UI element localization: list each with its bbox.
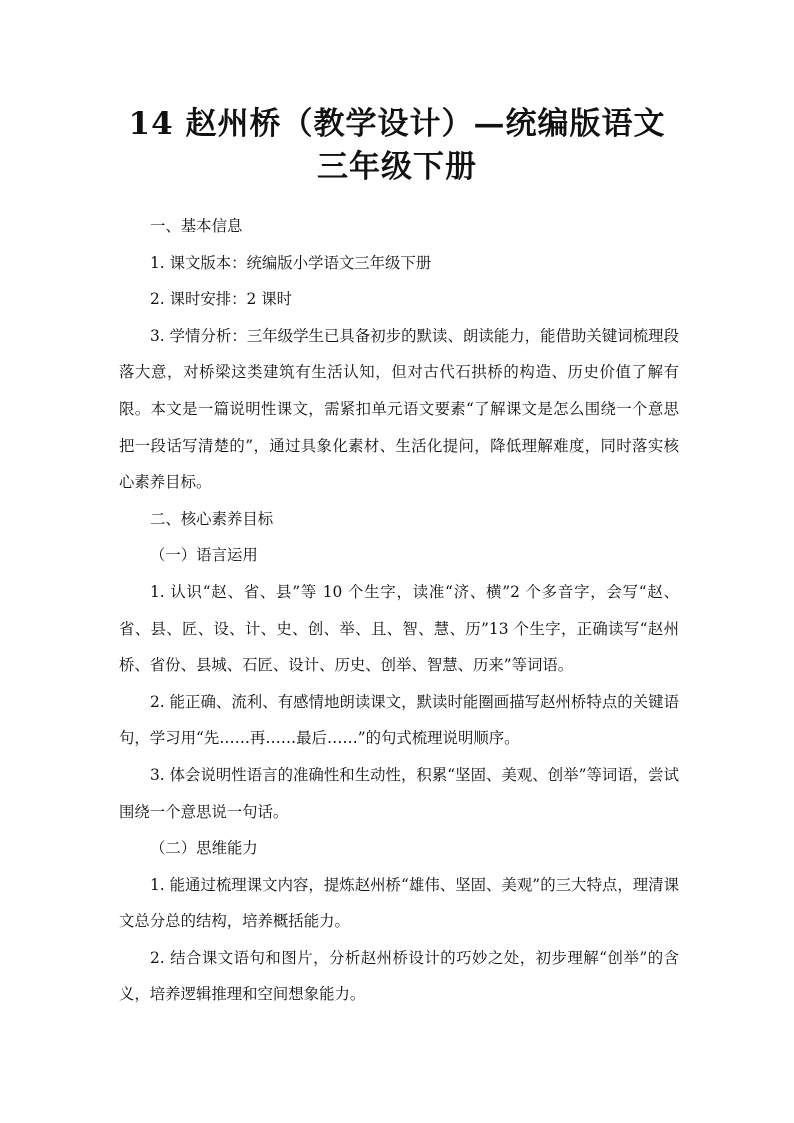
paragraph-language-goal-1: 1. 认识“赵、省、县”等 10 个生字，读准“济、横”2 个多音字，会写“赵、省、县、匠、设、计、史、创、举、且、智、慧、历”13 个生字，正确读写“赵州桥、省份、县城、石匠、设计、历史、创举、智慧、历来”等词语。	[119, 582, 679, 675]
paragraph-language-goal-3: 3. 体会说明性语言的准确性和生动性，积累“坚固、美观、创举”等词语，尝试围绕一个意思说一句话。	[119, 765, 679, 821]
paragraph-thinking-goal-2: 2. 结合课文语句和图片，分析赵州桥设计的巧妙之处，初步理解“创举”的含义，培养逻辑推理和空间想象能力。	[119, 948, 679, 1004]
paragraph-language-goal-2: 2. 能正确、流利、有感情地朗读课文，默读时能圈画描写赵州桥特点的关键语句，学习用“先……再……最后……”的句式梳理说明顺序。	[119, 692, 679, 748]
document-title-line-1: 14 赵州桥（教学设计）—统编版语文	[128, 106, 666, 142]
document-body	[119, 208, 679, 1013]
paragraph-textbook-version: 1. 课文版本：统编版小学语文三年级下册	[150, 253, 432, 272]
subheading-language-use: （一）语言运用	[150, 546, 258, 565]
paragraph-learner-analysis: 3. 学情分析：三年级学生已具备初步的默读、朗读能力，能借助关键词梳理段落大意，对桥梁这类建筑有生活认知，但对古代石拱桥的构造、历史价值了解有限。本文是一篇说明性课文，需紧扣单元语文要素“了解课文是怎么围绕一个意思把一段话写清楚的”，通过具象化素材、生活化提问，降低理解难度，同时落实核心素养目标。	[119, 326, 679, 492]
paragraph-class-hours: 2. 课时安排：2 课时	[150, 290, 292, 309]
subheading-thinking-ability: （二）思维能力	[150, 839, 258, 858]
document-title-line-2: 三年级下册	[317, 149, 477, 185]
section-heading-basic-info: 一、基本信息	[150, 217, 243, 235]
section-heading-core-goals: 二、核心素养目标	[150, 509, 274, 528]
paragraph-thinking-goal-1: 1. 能通过梳理课文内容，提炼赵州桥“雄伟、坚固、美观”的三大特点，理清课文总分总的结构，培养概括能力。	[119, 875, 679, 931]
